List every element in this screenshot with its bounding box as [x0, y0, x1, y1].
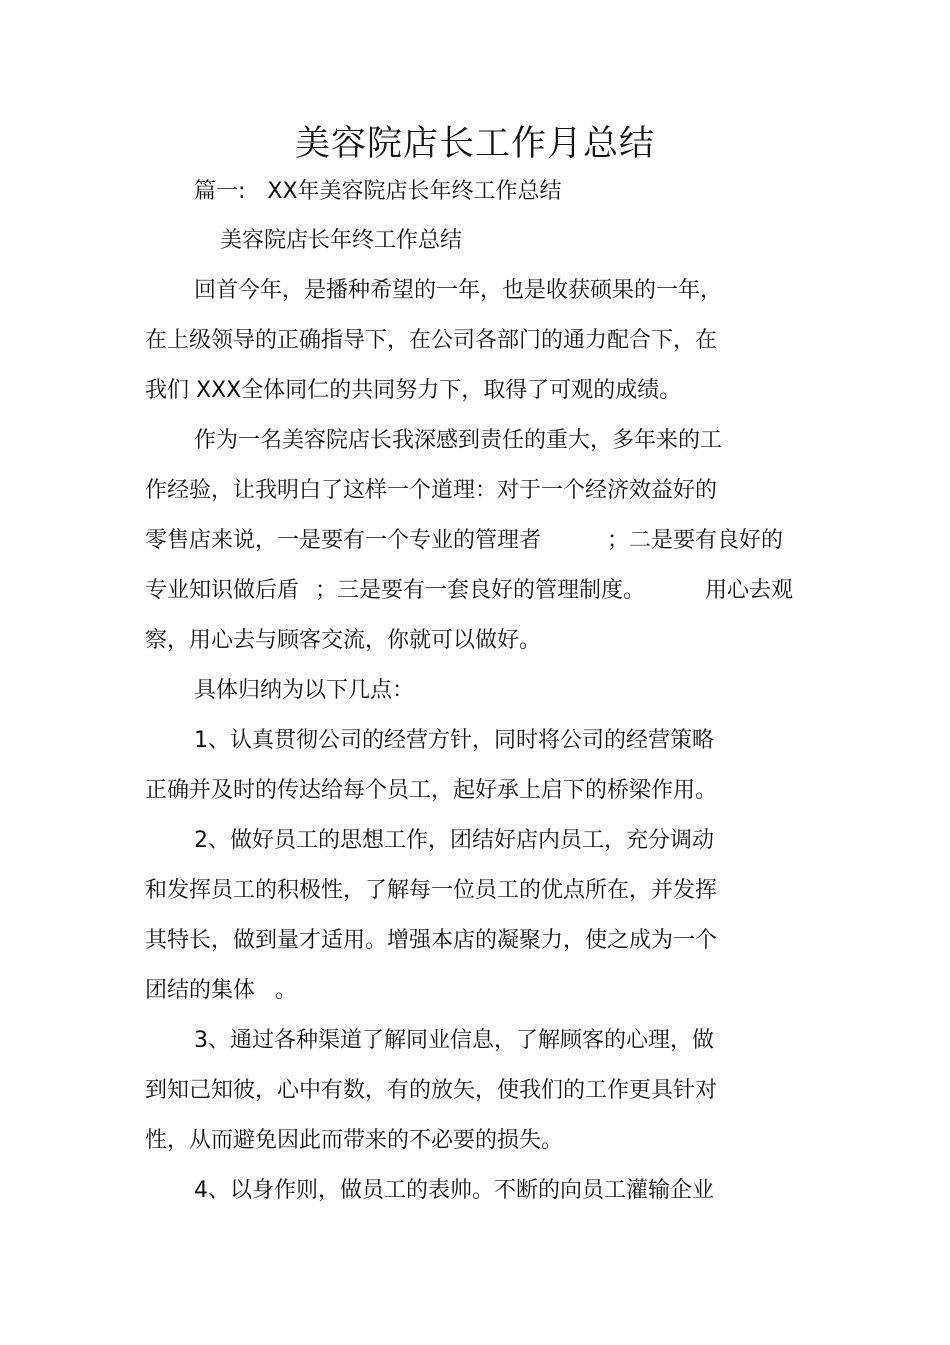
- body-line: 作经验，让我明白了这样一个道理：对于一个经济效益好的: [145, 478, 718, 503]
- list-item-line: 2、做好员工的思想工作，团结好店内员工，充分调动: [194, 828, 714, 853]
- body-line-segment: ；二是要有良好的: [607, 528, 784, 553]
- body-line: 我们 XXX全体同仁的共同努力下，取得了可观的成绩。: [145, 378, 682, 403]
- list-item-line: 和发挥员工的积极性，了解每一位员工的优点所在，并发挥: [145, 878, 718, 903]
- list-item-line: 正确并及时的传达给每个员工，起好承上启下的桥梁作用。: [145, 778, 718, 803]
- list-item-line: 其特长，做到量才适用。增强本店的凝聚力，使之成为一个: [145, 928, 718, 953]
- body-line: [145, 526, 805, 556]
- body-line-segment: 专业知识做后盾: [145, 578, 300, 603]
- body-line-segment: 用心去观: [705, 578, 794, 603]
- list-item-line: 3、通过各种渠道了解同业信息，了解顾客的心理，做: [194, 1028, 714, 1053]
- list-item-line: [145, 976, 445, 1006]
- list-item-line: 到知己知彼，心中有数，有的放矢，使我们的工作更具针对: [145, 1078, 718, 1103]
- body-line-segment: 团结的集体: [145, 978, 256, 1003]
- body-line-segment: ；三是要有一套良好的管理制度。: [315, 578, 646, 603]
- document-subtitle: 美容院店长年终工作总结: [220, 228, 463, 253]
- body-line-segment: 。: [275, 978, 298, 1003]
- body-line: 作为一名美容院店长我深感到责任的重大，多年来的工: [194, 428, 723, 453]
- body-line-segment: 零售店来说，一是要有一个专业的管理者: [145, 528, 542, 553]
- body-line: 具体归纳为以下几点：: [194, 678, 415, 703]
- document-title: 美容院店长工作月总结: [294, 124, 655, 164]
- body-line: [145, 576, 805, 606]
- body-line: 察，用心去与顾客交流，你就可以做好。: [145, 628, 542, 653]
- list-item-line: 性，从而避免因此而带来的不必要的损失。: [145, 1128, 564, 1153]
- list-item-line: 1、认真贯彻公司的经营方针，同时将公司的经营策略: [194, 728, 714, 753]
- body-line: 回首今年，是播种希望的一年，也是收获硕果的一年，: [194, 278, 723, 303]
- list-item-line: 4、以身作则，做员工的表帅。不断的向员工灌输企业: [194, 1178, 714, 1203]
- part-heading: 篇一: XX年美容院店长年终工作总结: [194, 179, 562, 204]
- body-line: 在上级领导的正确指导下，在公司各部门的通力配合下，在: [145, 328, 718, 353]
